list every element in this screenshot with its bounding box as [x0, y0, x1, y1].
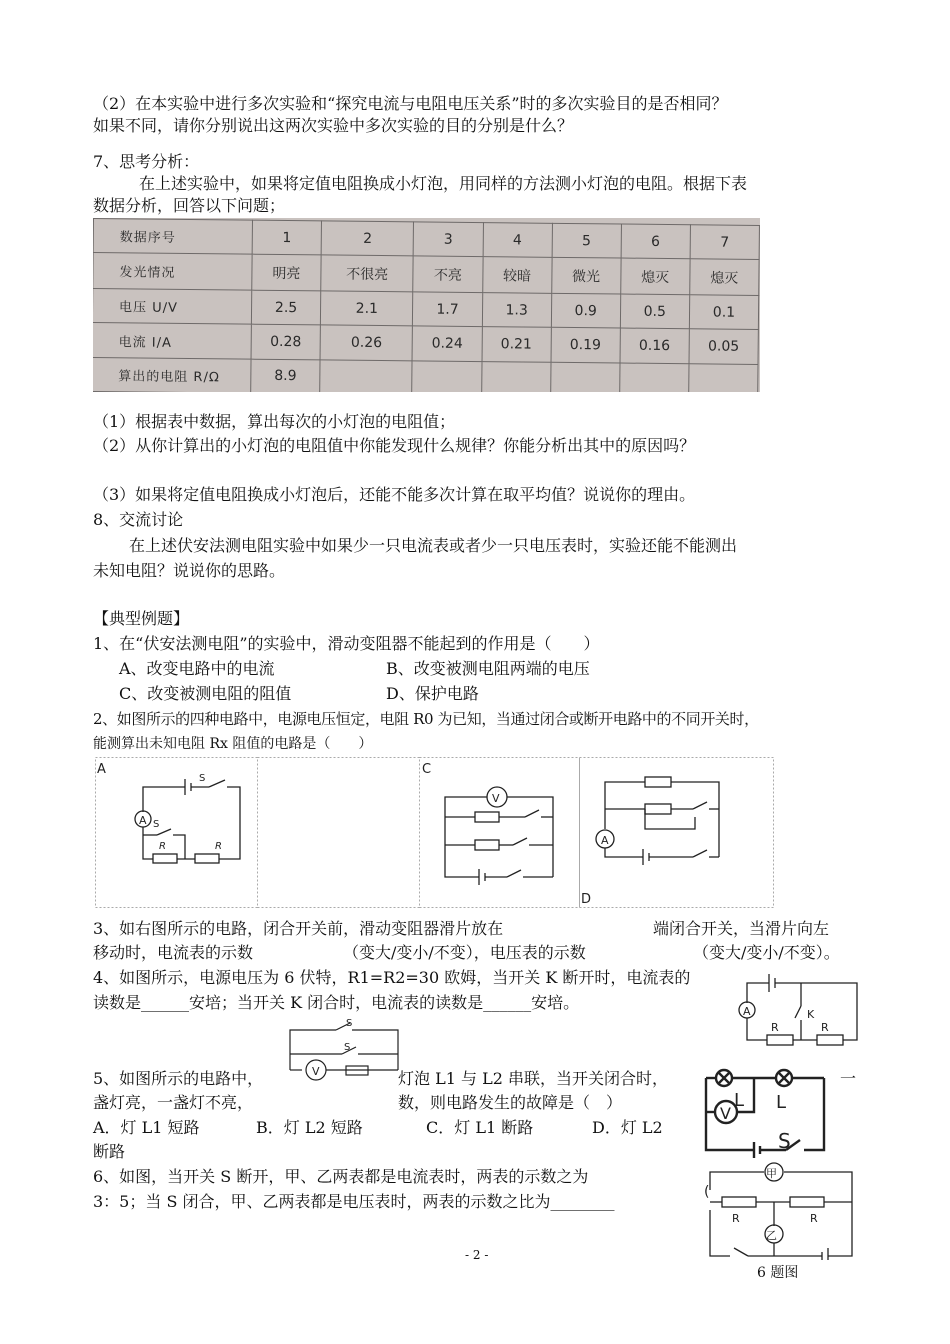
option: D、保护电路	[386, 684, 479, 703]
table-cell: 熄灭	[690, 259, 760, 296]
table-cell: 2.1	[320, 291, 413, 326]
table-cell: 3	[414, 222, 483, 257]
page-number: - 2 -	[465, 1248, 489, 1262]
option: 断路	[93, 1142, 126, 1161]
resistor-label: R	[732, 1212, 740, 1225]
switch-label: K	[807, 1008, 815, 1021]
option: D．灯 L2	[592, 1118, 663, 1137]
question-line: 读数是______安培；当开关 K 闭合时，电流表的读数是______安培。	[93, 993, 580, 1012]
table-cell: 4	[483, 223, 552, 258]
circuit-d	[596, 777, 719, 865]
meter-icon: 乙	[766, 1229, 777, 1242]
circuit-a	[135, 779, 240, 863]
question-line: 3、如右图所示的电路，闭合开关前，滑动变阻器滑片放在	[93, 919, 504, 938]
section-heading: 【典型例题】	[93, 609, 190, 628]
resistor-label: R	[821, 1021, 829, 1034]
table-cell: 0.26	[320, 325, 413, 360]
table-cell: 5	[552, 223, 621, 258]
question-line: （2）从你计算出的小灯泡的电阻值中你能发现什么规律？你能分析出其中的原因吗？	[93, 436, 696, 455]
switch-label: S	[346, 1018, 353, 1029]
table-cell: 0.5	[620, 294, 689, 329]
table-cell: 电流 I/A	[93, 323, 251, 359]
text-line: （2）在本实验中进行多次实验和“探究电流与电阻电压关系”时的多次实验目的是否相同？	[93, 94, 728, 113]
switch-label: S	[153, 819, 160, 830]
table-cell: 1	[252, 220, 321, 255]
table-cell: 6	[621, 224, 690, 259]
ammeter-icon: A	[601, 834, 609, 847]
table-cell: 7	[690, 225, 760, 260]
resistor-label: R	[810, 1212, 818, 1225]
table-cell: 算出的电阻 R/Ω	[93, 357, 251, 392]
table-cell: 0.21	[482, 327, 551, 362]
section-heading: 8、交流讨论	[93, 510, 184, 529]
section-heading: 7、思考分析：	[93, 152, 200, 171]
table-cell: 微光	[551, 258, 620, 295]
option: B、改变被测电阻两端的电压	[386, 659, 590, 678]
figure-label-c: C	[422, 762, 432, 777]
figure-label-a: A	[97, 762, 106, 777]
table-cell: 发光情况	[93, 253, 252, 291]
table-cell: 0.24	[412, 326, 481, 361]
table-cell: 8.9	[251, 359, 320, 392]
question-line: 能测算出未知电阻 Rx 阻值的电路是（ ）	[93, 736, 373, 752]
data-table	[93, 218, 760, 392]
table-cell: 1.3	[482, 293, 551, 328]
option: C、改变被测电阻的阻值	[119, 684, 292, 703]
question-line: 端闭合开关，当滑片向左	[653, 919, 830, 938]
table-cell: 电压 U/V	[93, 289, 252, 325]
switch-label: S	[199, 773, 206, 784]
voltmeter-icon: V	[720, 1104, 731, 1123]
q5-circuit	[700, 1064, 830, 1164]
option: A、改变电路中的电流	[119, 659, 275, 678]
figure-caption: 6 题图	[757, 1265, 799, 1281]
lamp-label: L	[734, 1090, 745, 1111]
table-cell: 2	[321, 221, 414, 256]
ammeter-icon: A	[743, 1005, 751, 1018]
voltmeter-icon: V	[312, 1065, 320, 1078]
question-line: 灯泡 L1 与 L2 串联，当开关闭合时，	[398, 1069, 668, 1088]
question-line: （变大/变小/不变），电压表的示数	[343, 943, 586, 962]
question-line: （1）根据表中数据，算出每次的小灯泡的电阻值；	[93, 412, 456, 431]
table-cell: 不很亮	[321, 255, 414, 292]
resistor-label: R	[215, 841, 222, 852]
table-cell: 0.28	[251, 325, 320, 360]
lamp-label: L	[776, 1092, 787, 1113]
data-table-photo	[93, 218, 760, 392]
voltmeter-icon: V	[492, 792, 500, 805]
question-line: 6、如图，当开关 S 断开，甲、乙两表都是电流表时，两表的示数之为	[93, 1167, 589, 1186]
table-cell: 不亮	[413, 256, 482, 293]
table-cell	[320, 360, 413, 392]
table-cell	[481, 361, 550, 392]
question-line: 5、如图所示的电路中，	[93, 1069, 264, 1088]
option: A．灯 L1 短路	[93, 1118, 200, 1137]
meter-icon: 甲	[766, 1167, 777, 1180]
resistor-label: R	[159, 841, 166, 852]
table-cell: 数据序号	[93, 219, 252, 255]
table-cell	[688, 363, 758, 392]
question-line: 一	[840, 1069, 857, 1088]
q6-circuit	[700, 1160, 860, 1260]
question-line: （3）如果将定值电阻换成小灯泡后，还能不能多次计算在取平均值？说说你的理由。	[93, 485, 696, 504]
question-line: 移动时，电流表的示数	[93, 943, 254, 962]
question-line: 1、在“伏安法测电阻”的实验中，滑动变阻器不能起到的作用是（ ）	[93, 634, 600, 653]
figure-label-d: D	[581, 892, 592, 907]
question-line: （变大/变小/不变）。	[693, 943, 840, 962]
question-line: 3：5；当 S 闭合，甲、乙两表都是电压表时，两表的示数之比为________	[93, 1192, 615, 1211]
bracket-mark: (	[704, 1184, 710, 1200]
q4-circuit	[735, 968, 860, 1048]
table-cell	[619, 363, 688, 392]
question-line: 盏灯亮，一盏灯不亮，	[93, 1093, 254, 1112]
table-cell: 较暗	[482, 257, 551, 294]
switch-label: S	[778, 1129, 791, 1153]
question-line: 4、如图所示，电源电压为 6 伏特，R1=R2=30 欧姆，当开关 K 断开时，电流表的	[93, 968, 691, 987]
option: C．灯 L1 断路	[426, 1118, 534, 1137]
table-cell: 0.05	[689, 329, 759, 364]
table-cell: 0.19	[551, 328, 620, 363]
table-cell: 1.7	[413, 292, 482, 327]
table-cell: 2.5	[251, 290, 320, 325]
table-cell	[412, 361, 481, 392]
text-line: 未知电阻？说说你的思路。	[93, 561, 286, 580]
switch-label: S	[344, 1042, 351, 1053]
q2-circuits	[95, 757, 775, 912]
table-cell	[550, 362, 619, 392]
table-cell: 明亮	[252, 254, 321, 291]
table-row	[93, 357, 758, 392]
text-line: 在上述实验中，如果将定值电阻换成小灯泡，用同样的方法测小灯泡的电阻。根据下表	[139, 174, 748, 193]
q5-overlap-circuit	[286, 1010, 404, 1110]
ammeter-icon: A	[139, 814, 147, 827]
table-cell: 0.9	[551, 294, 620, 329]
table-cell: 0.1	[689, 295, 759, 330]
question-line: 数，则电路发生的故障是（ ）	[398, 1093, 623, 1112]
resistor-label: R	[771, 1021, 779, 1034]
text-line: 在上述伏安法测电阻实验中如果少一只电流表或者少一只电压表时，实验还能不能测出	[129, 536, 738, 555]
question-line: 2、如图所示的四种电路中，电源电压恒定，电阻 R0 为已知，当通过闭合或断开电路中的不同开关时，	[93, 710, 759, 728]
table-cell: 0.16	[620, 328, 689, 363]
text-line: 如果不同，请你分别说出这两次实验中多次实验的目的分别是什么？	[93, 116, 574, 135]
option: B．灯 L2 短路	[256, 1118, 363, 1137]
table-cell: 熄灭	[620, 258, 689, 295]
text-line: 数据分析，回答以下问题；	[93, 196, 286, 215]
